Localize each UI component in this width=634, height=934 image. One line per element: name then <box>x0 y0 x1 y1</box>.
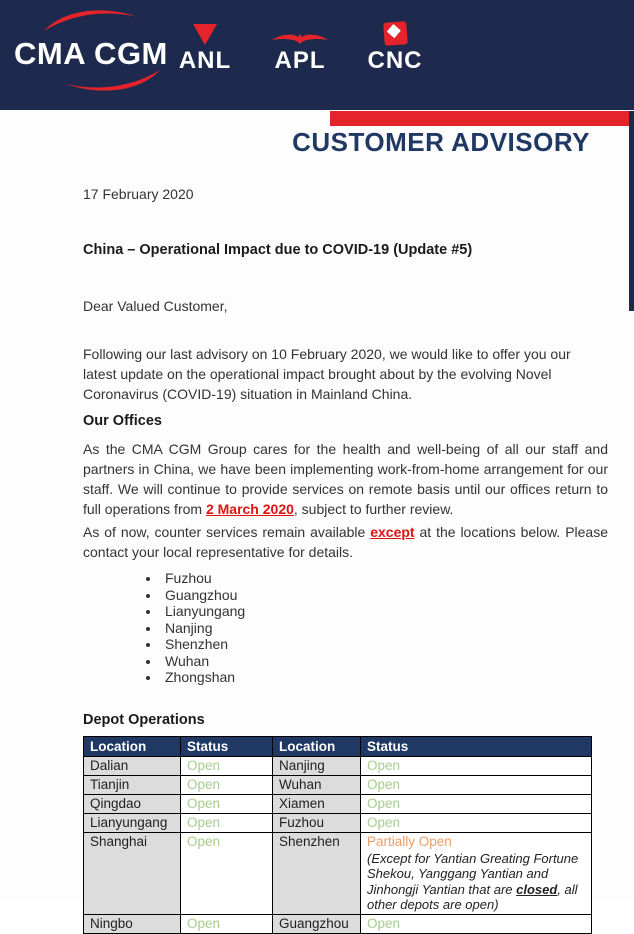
table-row <box>84 814 592 833</box>
list-item-location: • Nanjing <box>161 620 608 637</box>
table-column-header: Status <box>181 736 273 757</box>
list-item-location: • Shenzhen <box>161 636 608 653</box>
location-cell: Wuhan <box>273 776 361 795</box>
paragraph-counters-text: As of now, counter services remain available <box>83 524 371 540</box>
date: 17 February 2020 <box>83 186 194 202</box>
status-label: Open <box>367 915 401 931</box>
status-cell: Open <box>181 795 273 814</box>
paragraph-intro: Following our last advisory on 10 February 2020, we would like to offer you our latest update on the operational impact brought about by the evolving Novel Coronavirus (COVID-19) situation in Mainland China. <box>83 346 571 402</box>
cma-swoosh-bottom-icon <box>62 68 162 94</box>
navy-side-tab <box>629 111 634 311</box>
subject-line: China – Operational Impact due to COVID-19 (Update #5) <box>83 242 473 258</box>
table-column-header: Location <box>273 736 361 757</box>
salutation: Dear Valued Customer, <box>83 298 228 314</box>
list-item-location: • Fuzhou <box>161 570 608 587</box>
anl-triangle-icon <box>193 24 217 45</box>
cma-cgm-wordmark: CMA CGM <box>14 36 168 71</box>
status-label: Open <box>367 815 401 830</box>
return-date-highlight: 2 March 2020 <box>205 501 294 517</box>
brand-banner <box>0 0 634 110</box>
cnc-wordmark: CNC <box>367 47 423 74</box>
status-cell <box>361 795 592 814</box>
paragraph-offices-tail: , subject to further review. <box>293 501 454 517</box>
cnc-flag-icon <box>383 21 408 46</box>
apl-eagle-icon <box>272 31 328 45</box>
location-cell: Nanjing <box>273 757 361 776</box>
except-highlight: except <box>370 524 415 540</box>
anl-logo <box>176 0 234 110</box>
location-cell: Ningbo <box>84 914 181 933</box>
location-cell: Qingdao <box>84 795 181 814</box>
depot-table-body <box>84 757 592 934</box>
location-cell: Shanghai <box>84 833 181 915</box>
status-cell <box>361 814 592 833</box>
depot-status-table <box>83 736 592 934</box>
status-label: Partially Open <box>367 834 452 849</box>
page-title: CUSTOMER ADVISORY <box>292 127 590 157</box>
paragraph-offices-text: As the CMA CGM Group cares for the health and well-being of all our staff and partners in China, we have been implementing work-from-home arrangement for our staff. We will continue to provide services on remote basis until our offices return to full operations from <box>83 441 608 517</box>
paragraph-counters <box>83 522 608 562</box>
paragraph-counters-tail: at the locations below. Please contact your local representative for details. <box>83 524 609 560</box>
cma-cgm-logo <box>14 0 168 110</box>
table-row <box>84 776 592 795</box>
offices-heading: Our Offices <box>83 413 162 429</box>
list-item-location: • Lianyungang <box>161 603 608 620</box>
status-note-closed-highlight: closed <box>516 881 558 897</box>
location-cell: Xiamen <box>273 795 361 814</box>
table-row <box>84 795 592 814</box>
table-row <box>84 833 592 915</box>
list-item-location: • Wuhan <box>161 653 608 670</box>
status-note: (Except for Yantian Greating Fortune Shekou, Yanggang Yantian and Jinhongji Yantian that are closed, all other depots are open) <box>367 850 579 912</box>
apl-wordmark: APL <box>274 47 326 74</box>
table-header-row <box>84 736 592 757</box>
location-cell: Lianyungang <box>84 814 181 833</box>
table-row <box>84 914 592 933</box>
letter-body <box>83 184 608 934</box>
status-label: Open <box>367 796 401 811</box>
cma-swoosh-top-icon <box>42 7 142 33</box>
status-cell: Open <box>181 833 273 915</box>
status-cell <box>361 776 592 795</box>
table-column-header: Location <box>84 736 181 757</box>
status-cell: Open <box>181 914 273 933</box>
location-cell: Shenzhen <box>273 833 361 915</box>
status-label: Open <box>367 758 401 773</box>
table-column-header: Status <box>361 736 592 757</box>
anl-wordmark: ANL <box>178 47 232 74</box>
depot-operations-heading: Depot Operations <box>83 711 205 728</box>
red-stripe <box>330 111 634 126</box>
table-row <box>84 757 592 776</box>
cnc-logo <box>364 0 426 110</box>
status-cell: Open <box>181 814 273 833</box>
status-cell: Open <box>181 757 273 776</box>
status-cell <box>361 833 592 915</box>
apl-logo <box>268 0 332 110</box>
location-cell: Tianjin <box>84 776 181 795</box>
paragraph-offices <box>83 439 608 519</box>
location-cell: Fuzhou <box>273 814 361 833</box>
status-label: Open <box>367 777 401 792</box>
location-cell: Guangzhou <box>273 914 361 933</box>
list-item-location: • Guangzhou <box>161 587 608 604</box>
status-cell: Open <box>181 776 273 795</box>
location-cell: Dalian <box>84 757 181 776</box>
status-cell <box>361 757 592 776</box>
status-cell <box>361 914 592 933</box>
closed-locations-list <box>83 570 608 686</box>
list-item-location: • Zhongshan <box>161 669 608 686</box>
